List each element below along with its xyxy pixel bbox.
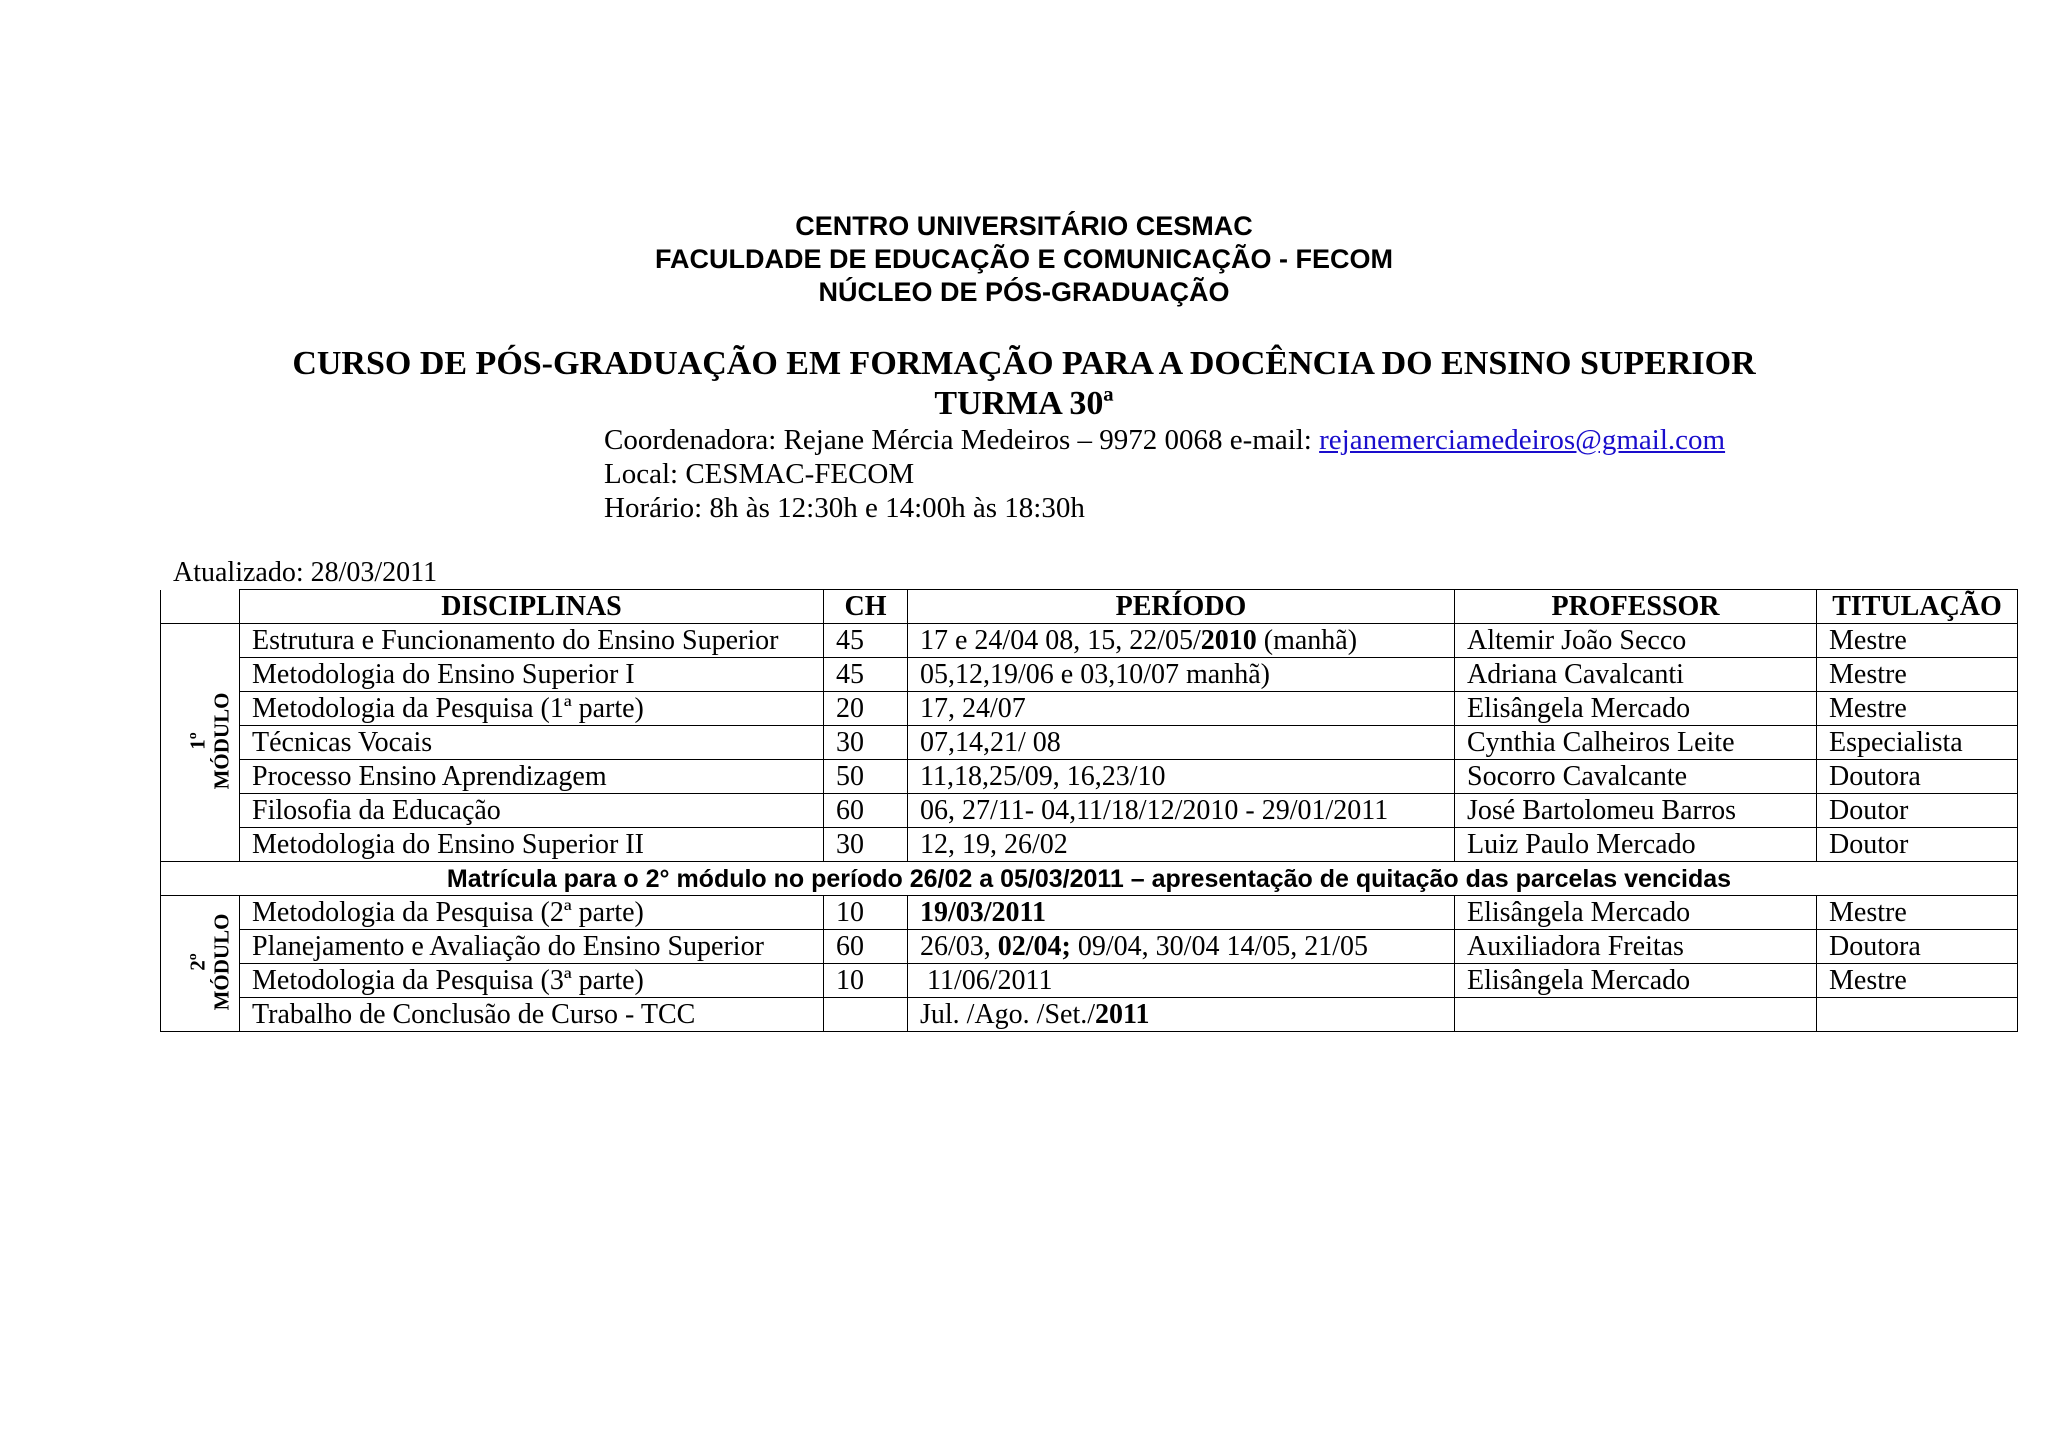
professor-cell: Auxiliadora Freitas (1455, 930, 1817, 964)
updated-date: Atualizado: 28/03/2011 (173, 557, 438, 588)
period-cell: 11,18,25/09, 16,23/10 (908, 760, 1455, 794)
discipline-cell: Metodologia da Pesquisa (1ª parte) (240, 692, 824, 726)
period-cell: 17 e 24/04 08, 15, 22/05/2010 (manhã) (908, 624, 1455, 658)
period-cell: 11/06/2011 (908, 964, 1455, 998)
header-disciplinas: DISCIPLINAS (240, 590, 824, 624)
title-cell: Mestre (1817, 624, 2018, 658)
discipline-cell: Estrutura e Funcionamento do Ensino Superior (240, 624, 824, 658)
table-row (161, 658, 2018, 692)
module-header-cell (161, 590, 240, 624)
ch-cell: 50 (824, 760, 908, 794)
professor-cell: Elisângela Mercado (1455, 692, 1817, 726)
period-cell: 06, 27/11- 04,11/18/12/2010 - 29/01/2011 (908, 794, 1455, 828)
discipline-cell: Metodologia do Ensino Superior I (240, 658, 824, 692)
module-1-label: 1º MÓDULO (161, 624, 240, 862)
header-periodo: PERÍODO (908, 590, 1455, 624)
email-link[interactable]: rejanemerciamedeiros@gmail.com (1319, 424, 1726, 456)
professor-cell: José Bartolomeu Barros (1455, 794, 1817, 828)
discipline-cell: Planejamento e Avaliação do Ensino Superior (240, 930, 824, 964)
professor-cell: Elisângela Mercado (1455, 964, 1817, 998)
title-cell: Especialista (1817, 726, 2018, 760)
period-cell: 19/03/2011 (908, 896, 1455, 930)
schedule-line: Horário: 8h às 12:30h e 14:00h às 18:30h (604, 492, 1085, 524)
professor-cell: Cynthia Calheiros Leite (1455, 726, 1817, 760)
title-cell: Doutor (1817, 828, 2018, 862)
period-cell: 07,14,21/ 08 (908, 726, 1455, 760)
period-cell: 05,12,19/06 e 03,10/07 manhã) (908, 658, 1455, 692)
schedule-table (160, 589, 2018, 1032)
header-professor: PROFESSOR (1455, 590, 1817, 624)
class-label: TURMA 30ª (934, 385, 1114, 422)
table-row (161, 828, 2018, 862)
discipline-cell: Trabalho de Conclusão de Curso - TCC (240, 998, 824, 1032)
ch-cell: 30 (824, 726, 908, 760)
period-cell: Jul. /Ago. /Set./2011 (908, 998, 1455, 1032)
table-header-row (161, 590, 2018, 624)
ch-cell: 10 (824, 896, 908, 930)
header-ch: CH (824, 590, 908, 624)
professor-cell: Adriana Cavalcanti (1455, 658, 1817, 692)
discipline-cell: Metodologia do Ensino Superior II (240, 828, 824, 862)
ch-cell: 45 (824, 658, 908, 692)
title-cell: Doutora (1817, 930, 2018, 964)
table-row (161, 930, 2018, 964)
ch-cell (824, 998, 908, 1032)
title-cell: Mestre (1817, 896, 2018, 930)
table-row (161, 692, 2018, 726)
location-line: Local: CESMAC-FECOM (604, 458, 915, 490)
ch-cell: 60 (824, 794, 908, 828)
module-2-label: 2º MÓDULO (161, 896, 240, 1032)
title-cell (1817, 998, 2018, 1032)
coordinator-text: Coordenadora: Rejane Mércia Medeiros – 9972 0068 e-mail: (604, 424, 1320, 456)
table-row (161, 998, 2018, 1032)
table-row (161, 964, 2018, 998)
table-row (161, 624, 2018, 658)
title-cell: Doutor (1817, 794, 2018, 828)
ch-cell: 30 (824, 828, 908, 862)
header-titulacao: TITULAÇÃO (1817, 590, 2018, 624)
faculty-name: FACULDADE DE EDUCAÇÃO E COMUNICAÇÃO - FECOM (655, 244, 1393, 274)
professor-cell: Elisângela Mercado (1455, 896, 1817, 930)
ch-cell: 60 (824, 930, 908, 964)
discipline-cell: Filosofia da Educação (240, 794, 824, 828)
institution-name: CENTRO UNIVERSITÁRIO CESMAC (795, 211, 1253, 241)
period-cell: 26/03, 02/04; 09/04, 30/04 14/05, 21/05 (908, 930, 1455, 964)
professor-cell (1455, 998, 1817, 1032)
professor-cell: Luiz Paulo Mercado (1455, 828, 1817, 862)
period-cell: 12, 19, 26/02 (908, 828, 1455, 862)
title-cell: Mestre (1817, 964, 2018, 998)
ch-cell: 10 (824, 964, 908, 998)
enrollment-notice: Matrícula para o 2° módulo no período 26/02 a 05/03/2011 – apresentação de quitação das parcelas vencidas (161, 862, 2018, 896)
professor-cell: Socorro Cavalcante (1455, 760, 1817, 794)
title-cell: Mestre (1817, 692, 2018, 726)
ch-cell: 20 (824, 692, 908, 726)
course-title: CURSO DE PÓS-GRADUAÇÃO EM FORMAÇÃO PARA A DOCÊNCIA DO ENSINO SUPERIOR (292, 345, 1756, 382)
discipline-cell: Técnicas Vocais (240, 726, 824, 760)
table-row (161, 794, 2018, 828)
enrollment-row (161, 862, 2018, 896)
department-name: NÚCLEO DE PÓS-GRADUAÇÃO (818, 277, 1230, 307)
table-row (161, 726, 2018, 760)
professor-cell: Altemir João Secco (1455, 624, 1817, 658)
title-cell: Mestre (1817, 658, 2018, 692)
ch-cell: 45 (824, 624, 908, 658)
period-cell: 17, 24/07 (908, 692, 1455, 726)
discipline-cell: Processo Ensino Aprendizagem (240, 760, 824, 794)
title-cell: Doutora (1817, 760, 2018, 794)
coordinator-line (604, 423, 1725, 457)
table-row (161, 760, 2018, 794)
discipline-cell: Metodologia da Pesquisa (2ª parte) (240, 896, 824, 930)
discipline-cell: Metodologia da Pesquisa (3ª parte) (240, 964, 824, 998)
table-row (161, 896, 2018, 930)
